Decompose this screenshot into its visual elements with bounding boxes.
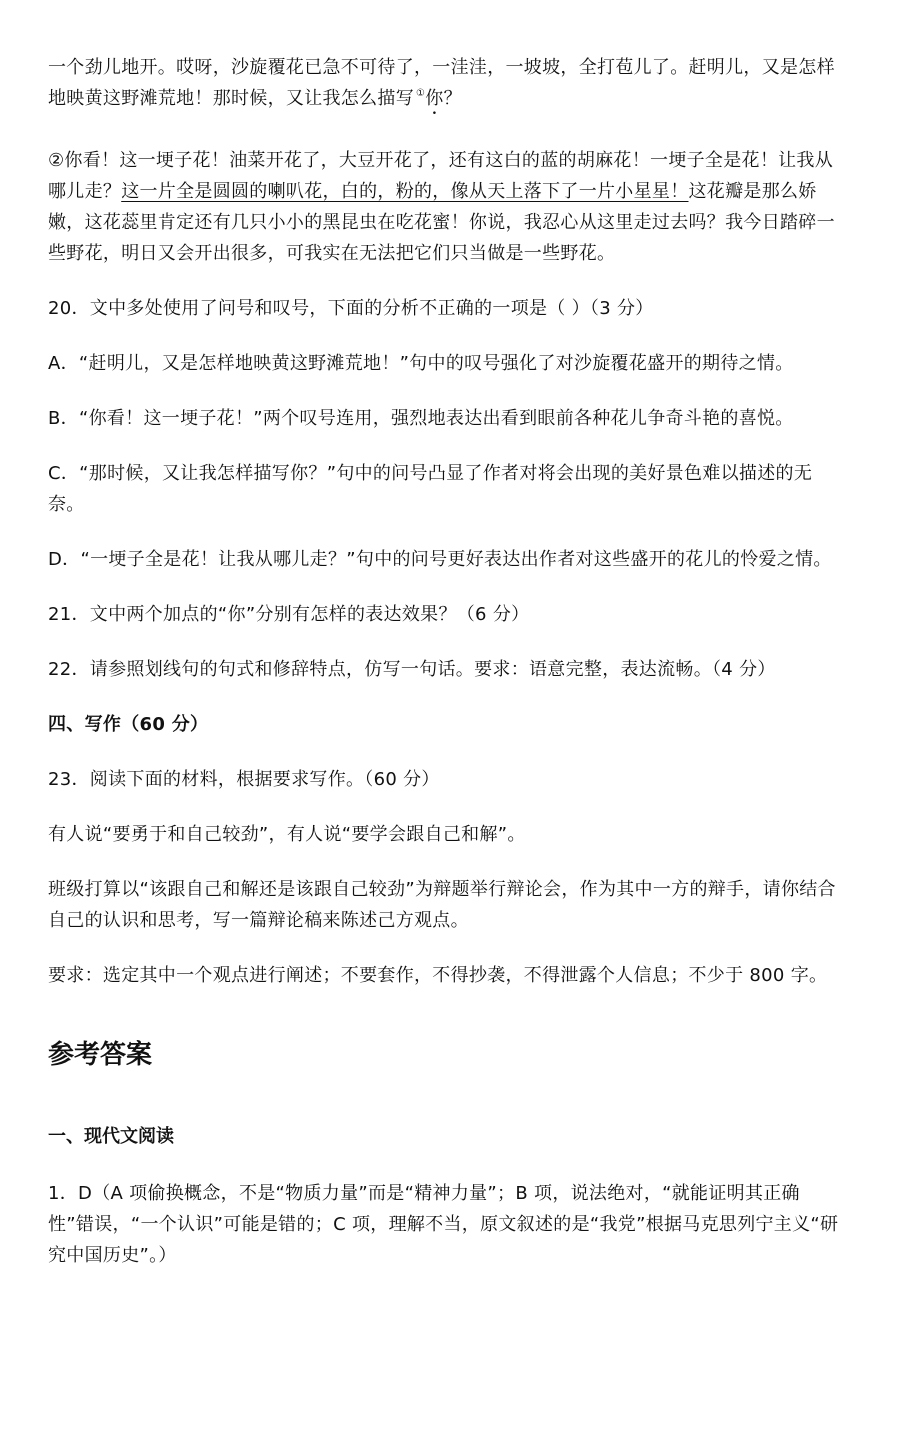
writing-task: 班级打算以“该跟自己和解还是该跟自己较劲”为辩题举行辩论会，作为其中一方的辩手，请你结合自己的认识和思考，写一篇辩论稿来陈述己方观点。 — [48, 879, 836, 931]
passage-paragraph-1 — [48, 52, 844, 119]
passage-paragraph-2 — [48, 145, 844, 269]
answers-section-1: 一、现代文阅读 — [48, 1126, 174, 1147]
footnote-marker: ① — [416, 88, 426, 99]
question-21: 21．文中两个加点的“你”分别有怎样的表达效果？（6 分） — [48, 604, 530, 625]
passage-paragraph-2-end: 这花瓣是那么娇嫩，这花蕊里肯定还有几只小小的黑昆虫在吃花蜜！你说，我忍心从这里走过去吗？我今日踏碎一些野花，明日又会开出很多，可我实在无法把它们只当做是一些野花。 — [48, 181, 835, 264]
question-23: 23．阅读下面的材料，根据要求写作。（60 分） — [48, 769, 440, 790]
dotted-word-ni: 你 — [425, 88, 444, 109]
question-20: 20．文中多处使用了问号和叹号，下面的分析不正确的一项是（ ）（3 分） — [48, 298, 654, 319]
option-b: B．“你看！这一埂子花！”两个叹号连用，强烈地表达出看到眼前各种花儿争奇斗艳的喜悦。 — [48, 408, 794, 429]
passage-paragraph-2-start: ②你看！这一埂子花！油菜开花了，大豆开花了，还有这白的蓝的胡麻花！一埂子全是花！让我从哪儿走？ — [48, 150, 834, 202]
question-22: 22．请参照划线句的句式和修辞特点，仿写一句话。要求：语意完整，表达流畅。（4 分） — [48, 659, 776, 680]
writing-section-title: 四、写作（60 分） — [48, 714, 209, 735]
answer-1: 1．D（A 项偷换概念，不是“物质力量”而是“精神力量”；B 项，说法绝对，“就能证明其正确性”错误，“一个认识”可能是错的；C 项，理解不当，原文叙述的是“我党”根据马克思列宁主义“研究中国历史”。） — [48, 1183, 839, 1266]
option-c: C．“那时候，又让我怎样描写你？”句中的问号凸显了作者对将会出现的美好景色难以描述的无奈。 — [48, 463, 813, 515]
writing-requirements: 要求：选定其中一个观点进行阐述；不要套作，不得抄袭，不得泄露个人信息；不少于 800 字。 — [48, 965, 828, 986]
answers-title: 参考答案 — [48, 1040, 153, 1070]
option-a: A．“赶明儿，又是怎样地映黄这野滩荒地！”句中的叹号强化了对沙旋覆花盛开的期待之情。 — [48, 353, 794, 374]
passage-paragraph-1-end: ？ — [443, 88, 462, 109]
underlined-sentence: 这一片全是圆圆的喇叭花，白的，粉的，像从天上落下了一片小星星！ — [121, 181, 689, 202]
passage-paragraph-1-text: 一个劲儿地开。哎呀，沙旋覆花已急不可待了，一洼洼，一坡坡，全打苞儿了。赶明儿，又是怎样地映黄这野滩荒地！那时候，又让我怎么描写 — [48, 57, 835, 109]
writing-material: 有人说“要勇于和自己较劲”，有人说“要学会跟自己和解”。 — [48, 824, 526, 845]
option-d: D．“一埂子全是花！让我从哪儿走？”句中的问号更好表达出作者对这些盛开的花儿的怜爱之情。 — [48, 549, 832, 570]
